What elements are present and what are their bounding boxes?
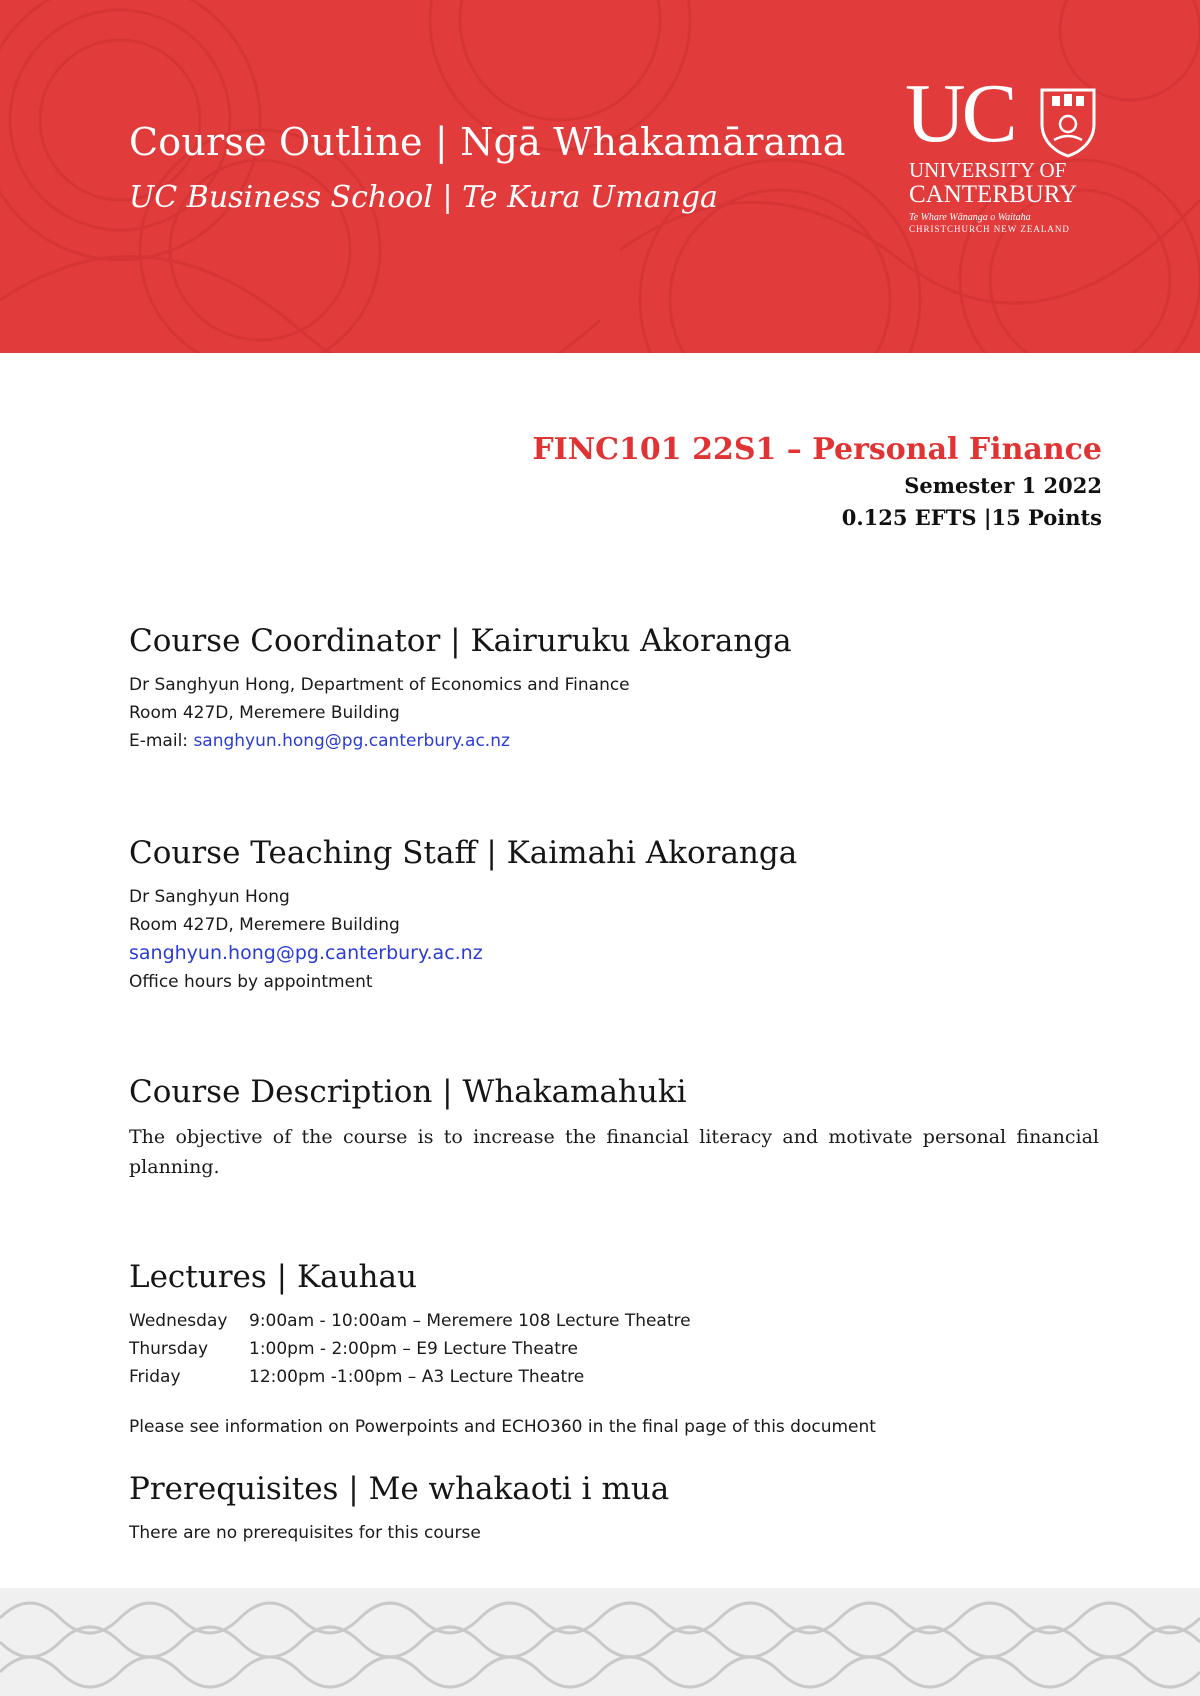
teacher-room: Room 427D, Meremere Building — [129, 915, 400, 935]
prerequisites-heading: Prerequisites | Me whakaoti i mua — [129, 1471, 670, 1507]
description-heading: Course Description | Whakamahuki — [129, 1074, 687, 1110]
footer-pattern-band — [0, 1588, 1200, 1696]
teacher-name: Dr Sanghyun Hong — [129, 887, 290, 907]
coordinator-heading: Course Coordinator | Kairuruku Akoranga — [129, 623, 792, 659]
lecture-day: Friday — [129, 1367, 181, 1387]
logo-line-location: CHRISTCHURCH NEW ZEALAND — [909, 224, 1070, 234]
lecture-row — [129, 1307, 1099, 1335]
document-title: Course Outline | Ngā Whakamārama — [129, 120, 846, 164]
lecture-detail: 1:00pm - 2:00pm – E9 Lecture Theatre — [249, 1339, 578, 1359]
logo-line-canterbury: CANTERBURY — [909, 181, 1078, 208]
coordinator-name: Dr Sanghyun Hong, Department of Economics and Finance — [129, 675, 630, 695]
logo-line-maori-name: Te Whare Wānanga o Waitaha — [909, 212, 1031, 223]
lectures-heading: Lectures | Kauhau — [129, 1259, 417, 1295]
section-teaching-staff — [129, 833, 1099, 996]
shield-crest-icon — [1038, 86, 1098, 158]
lecture-schedule — [129, 1307, 1099, 1441]
teacher-email-link[interactable]: sanghyun.hong@pg.canterbury.ac.nz — [129, 942, 483, 964]
tukutuku-pattern-decoration — [0, 1588, 1200, 1696]
office-hours: Office hours by appointment — [129, 972, 373, 992]
section-lectures — [129, 1257, 1099, 1441]
course-semester: Semester 1 2022 — [904, 473, 1102, 498]
course-efts-points: 0.125 EFTS |15 Points — [841, 505, 1102, 530]
university-logo — [905, 67, 1105, 237]
lecture-day: Thursday — [129, 1339, 209, 1359]
coordinator-email-line — [129, 727, 1099, 755]
teaching-details — [129, 883, 1099, 996]
lecture-row — [129, 1335, 1099, 1363]
lecture-row — [129, 1363, 1099, 1391]
section-prerequisites — [129, 1469, 1099, 1547]
section-description — [129, 1072, 1099, 1182]
lecture-detail: 9:00am - 10:00am – Meremere 108 Lecture Theatre — [249, 1311, 691, 1331]
lecture-detail: 12:00pm -1:00pm – A3 Lecture Theatre — [249, 1367, 585, 1387]
prerequisites-text: There are no prerequisites for this course — [129, 1523, 481, 1543]
document-subtitle: UC Business School | Te Kura Umanga — [129, 180, 718, 215]
header-banner — [0, 0, 1200, 353]
section-coordinator — [129, 621, 1099, 755]
email-label: E-mail: — [129, 731, 194, 751]
logo-line-university-of: UNIVERSITY OF — [909, 158, 1067, 182]
coordinator-email-link[interactable]: sanghyun.hong@pg.canterbury.ac.nz — [193, 731, 510, 751]
lectures-note: Please see information on Powerpoints and ECHO360 in the final page of this document — [129, 1417, 876, 1437]
coordinator-details — [129, 671, 1099, 755]
lecture-day: Wednesday — [129, 1311, 228, 1331]
logo-mark: UC — [905, 67, 1014, 160]
course-info-block — [532, 430, 1102, 534]
course-code-title: FINC101 22S1 – Personal Finance — [532, 432, 1102, 467]
coordinator-room: Room 427D, Meremere Building — [129, 703, 400, 723]
teaching-heading: Course Teaching Staff | Kaimahi Akoranga — [129, 835, 798, 871]
description-text: The objective of the course is to increase the financial literacy and motivate personal financial planning. — [129, 1126, 1099, 1178]
